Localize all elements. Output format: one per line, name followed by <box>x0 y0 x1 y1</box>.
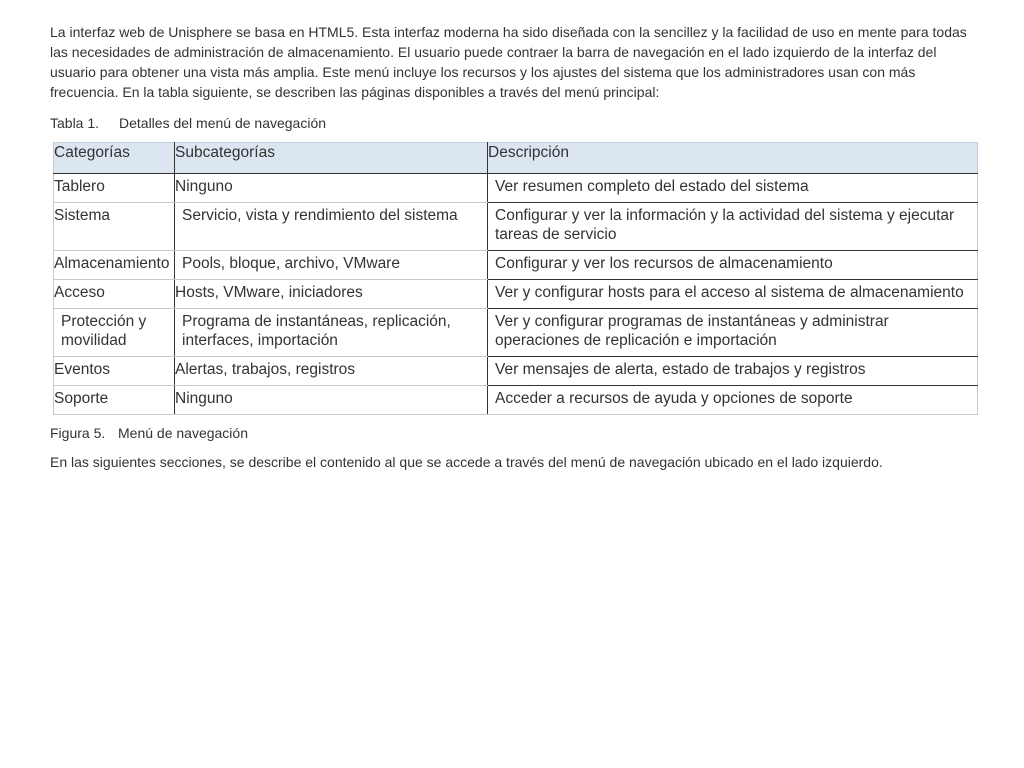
intro-paragraph: La interfaz web de Unisphere se basa en HTML5. Esta interfaz moderna ha sido diseñada con la sencillez y la facilidad de uso en mente para todas las necesidades de administración de almacenamiento. El usuario puede contraer la barra de navegación en el lado izquierdo de la interfaz del usuario para obtener una vista más amplia. Este menú incluye los recursos y los ajustes del sistema que los administradores usan con más frecuencia. En la tabla siguiente, se describen las páginas disponibles a través del menú principal: <box>50 24 967 100</box>
outro-paragraph: En las siguientes secciones, se describe el contenido al que se accede a través del menú de navegación ubicado en el lado izquierdo. <box>50 454 883 470</box>
table-row <box>54 203 978 251</box>
header-description: Descripción <box>488 143 978 174</box>
cell-description: Acceder a recursos de ayuda y opciones de soporte <box>488 386 978 415</box>
table-caption <box>50 114 974 132</box>
cell-category: Tablero <box>54 174 175 203</box>
cell-description: Ver y configurar programas de instantáneas y administrar operaciones de replicación e importación <box>488 309 978 357</box>
cell-description: Ver resumen completo del estado del sistema <box>488 174 978 203</box>
cell-subcategories: Ninguno <box>175 386 488 415</box>
navigation-menu-table <box>53 142 978 415</box>
cell-category: Sistema <box>54 203 175 251</box>
cell-subcategories: Hosts, VMware, iniciadores <box>175 280 488 309</box>
header-subcategories: Subcategorías <box>175 143 488 174</box>
cell-description: Ver y configurar hosts para el acceso al sistema de almacenamiento <box>488 280 978 309</box>
cell-subcategories: Servicio, vista y rendimiento del sistema <box>175 203 488 251</box>
table-row <box>54 309 978 357</box>
cell-category: Almacenamiento <box>54 251 175 280</box>
table-row <box>54 386 978 415</box>
table-caption-title: Detalles del menú de navegación <box>119 115 327 131</box>
cell-category: Protección y movilidad <box>54 309 175 357</box>
table-row <box>54 280 978 309</box>
cell-description: Ver mensajes de alerta, estado de trabajos y registros <box>488 357 978 386</box>
table-header-row <box>54 143 978 174</box>
table-row <box>54 251 978 280</box>
cell-subcategories: Ninguno <box>175 174 488 203</box>
table-caption-number: Tabla 1. <box>50 115 100 131</box>
cell-category: Eventos <box>54 357 175 386</box>
cell-category: Soporte <box>54 386 175 415</box>
document-page <box>50 22 974 472</box>
figure-caption-title: Menú de navegación <box>118 425 248 441</box>
cell-description: Configurar y ver la información y la actividad del sistema y ejecutar tareas de servicio <box>488 203 978 251</box>
cell-subcategories: Programa de instantáneas, replicación, interfaces, importación <box>175 309 488 357</box>
cell-subcategories: Alertas, trabajos, registros <box>175 357 488 386</box>
figure-caption <box>50 424 974 442</box>
cell-subcategories: Pools, bloque, archivo, VMware <box>175 251 488 280</box>
cell-category: Acceso <box>54 280 175 309</box>
figure-caption-number: Figura 5. <box>50 425 106 441</box>
table-row <box>54 174 978 203</box>
header-categories: Categorías <box>54 143 175 174</box>
cell-description: Configurar y ver los recursos de almacenamiento <box>488 251 978 280</box>
table-row <box>54 357 978 386</box>
